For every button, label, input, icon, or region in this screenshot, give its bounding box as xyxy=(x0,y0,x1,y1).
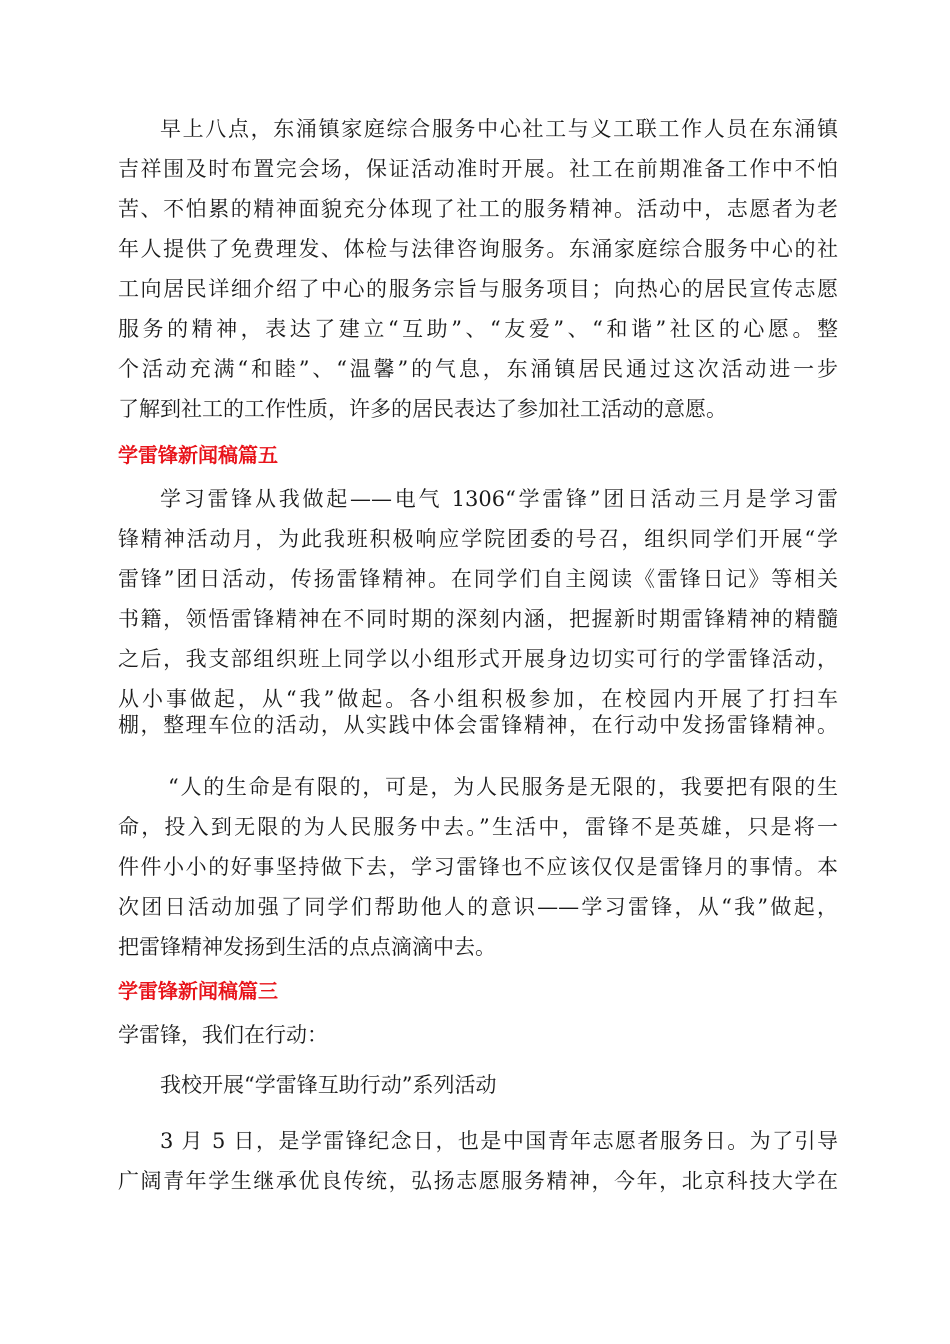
paragraph-3-line-2: 命，投入到无限的为人民服务中去。”生活中，雷锋不是英雄，只是将一 xyxy=(118,815,838,839)
paragraph-3-line-4: 次团日活动加强了同学们帮助他人的意识——学习雷锋，从“我”做起， xyxy=(118,895,838,919)
paragraph-1-line-7: 个活动充满“和睦”、“温馨”的气息，东涌镇居民通过这次活动进一步 xyxy=(118,357,838,381)
action-line: 学雷锋，我们在行动： xyxy=(118,1023,328,1047)
paragraph-2-line-6: 从小事做起，从“我”做起。各小组积极参加，在校园内开展了打扫车 xyxy=(118,687,838,711)
paragraph-3-line-1: “人的生命是有限的，可是，为人民服务是无限的，我要把有限的生 xyxy=(168,775,838,799)
paragraph-1-line-8: 了解到社工的工作性质，许多的居民表达了参加社工活动的意愿。 xyxy=(118,397,727,421)
paragraph-1-line-4: 年人提供了免费理发、体检与法律咨询服务。东涌家庭综合服务中心的社 xyxy=(118,237,838,261)
paragraph-2-line-2: 锋精神活动月，为此我班积极响应学院团委的号召，组织同学们开展“学 xyxy=(118,527,838,551)
section-heading-3: 学雷锋新闻稿篇三 xyxy=(118,979,278,1003)
section-heading-5: 学雷锋新闻稿篇五 xyxy=(118,443,278,467)
paragraph-2-line-4: 书籍，领悟雷锋精神在不同时期的深刻内涵，把握新时期雷锋精神的精髓 xyxy=(118,607,838,631)
paragraph-1-line-2: 吉祥围及时布置完会场，保证活动准时开展。社工在前期准备工作中不怕 xyxy=(118,157,838,181)
paragraph-2-line-1: 学习雷锋从我做起——电气 1306“学雷锋”团日活动三月是学习雷 xyxy=(160,487,838,511)
paragraph-4-line-2: 广阔青年学生继承优良传统，弘扬志愿服务精神，今年，北京科技大学在 xyxy=(118,1169,838,1193)
paragraph-1-line-3: 苦、不怕累的精神面貌充分体现了社工的服务精神。活动中，志愿者为老 xyxy=(118,197,838,221)
paragraph-2-line-7: 棚，整理车位的活动，从实践中体会雷锋精神，在行动中发扬雷锋精神。 xyxy=(118,713,838,737)
paragraph-3-line-5: 把雷锋精神发扬到生活的点点滴滴中去。 xyxy=(118,935,496,959)
paragraph-3-line-3: 件件小小的好事坚持做下去，学习雷锋也不应该仅仅是雷锋月的事情。本 xyxy=(118,855,838,879)
paragraph-2-line-3: 雷锋”团日活动，传扬雷锋精神。在同学们自主阅读《雷锋日记》等相关 xyxy=(118,567,838,591)
paragraph-4-line-1: 3 月 5 日，是学雷锋纪念日，也是中国青年志愿者服务日。为了引导 xyxy=(160,1129,838,1153)
subtitle-line: 我校开展“学雷锋互助行动”系列活动 xyxy=(160,1073,497,1097)
paragraph-1-line-5: 工向居民详细介绍了中心的服务宗旨与服务项目；向热心的居民宣传志愿 xyxy=(118,277,838,301)
paragraph-1-line-6: 服务的精神，表达了建立“互助”、“友爱”、“和谐”社区的心愿。整 xyxy=(118,317,838,341)
paragraph-1-line-1: 早上八点，东涌镇家庭综合服务中心社工与义工联工作人员在东涌镇 xyxy=(160,117,838,141)
paragraph-2-line-5: 之后，我支部组织班上同学以小组形式开展身边切实可行的学雷锋活动， xyxy=(118,647,838,671)
